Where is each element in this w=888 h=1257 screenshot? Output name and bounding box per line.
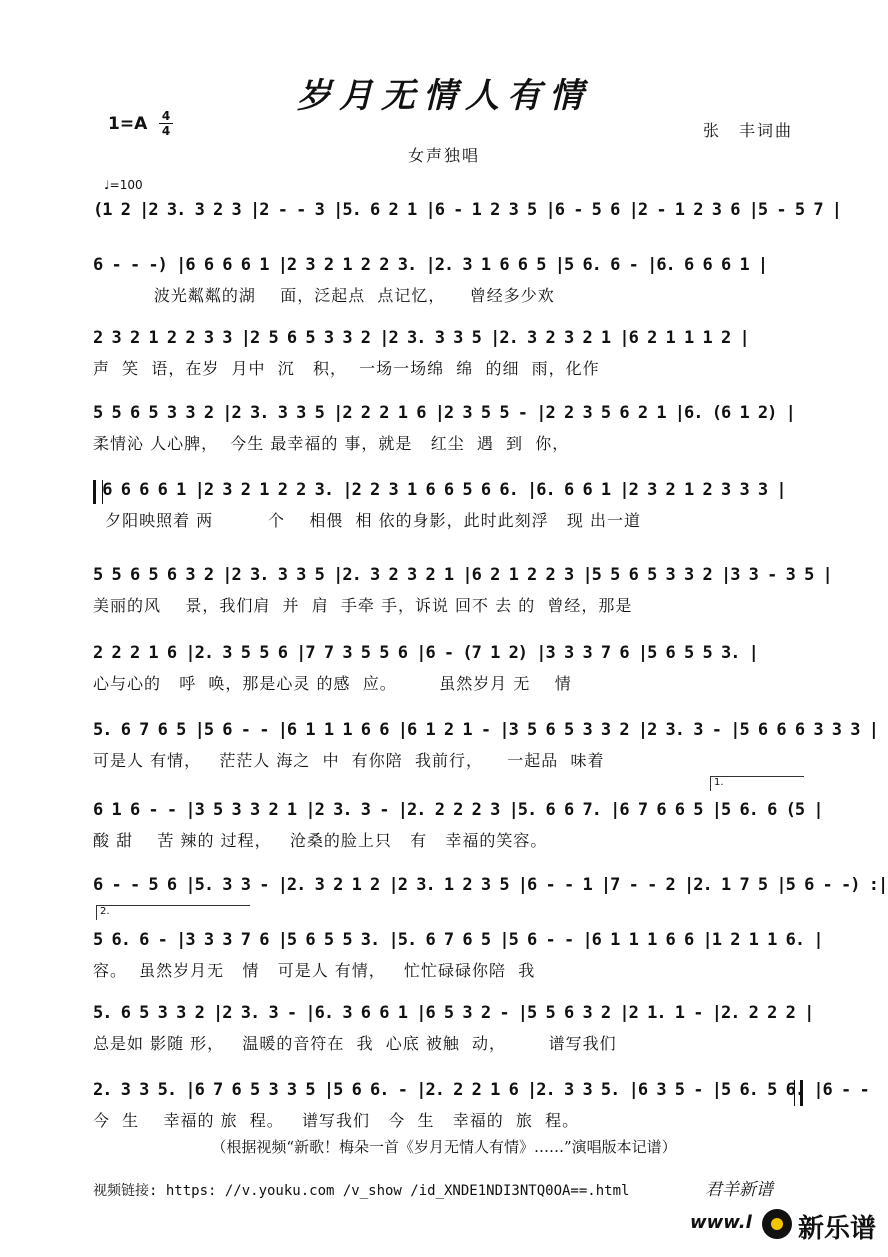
tempo-marking: ♩=100	[104, 178, 143, 192]
music-line-5: 6 6 6 6 1 |2 3 2 1 2 2 3. |2 2 3 1 6 6 5 6 6. |6. 6 6 1 |2 3 2 1 2 3 3 3 |	[93, 480, 786, 500]
music-line-7: 2 2 2 1 6 |2. 3 5 5 6 |7 7 3 5 5 6 |6 - (7 1 2) |3 3 3 7 6 |5 6 5 5 3. |	[93, 643, 758, 663]
lyric-line-6: 美丽的风 景，我们肩 并 肩 手牵 手，诉说 回不 去 的 曾经，那是	[93, 596, 633, 615]
lyric-line-2: 波光粼粼的湖 面，泛起点 点记忆， 曾经多少欢	[93, 286, 555, 305]
music-line-4: 5 5 6 5 3 3 2 |2 3. 3 3 5 |2 2 2 1 6 |2 3 5 5 - |2 2 3 5 6 2 1 |6. (6 1 2) |	[93, 403, 795, 423]
score-title: 岁月无情人有情	[297, 76, 591, 116]
time-signature-top: 4	[161, 109, 171, 123]
lyric-line-4: 柔情沁 人心脾， 今生 最幸福的 事，就是 红尘 遇 到 你，	[93, 434, 570, 453]
music-line-13: 2. 3 3 5. |6 7 6 5 3 3 5 |5 6 6. - |2. 2 2 1 6 |2. 3 3 5. |6 3 5 - |5 6. 5 6. |6 - -	[93, 1080, 878, 1100]
music-line-1: (1 2 |2 3. 3 2 3 |2 - - 3 |5. 6 2 1 |6 - 1 2 3 5 |6 - 5 6 |2 - 1 2 3 6 |5 - 5 7 |	[93, 200, 842, 220]
brand-logo-icon	[762, 1209, 792, 1239]
time-signature	[159, 110, 173, 137]
video-link[interactable]: 视频链接: https: //v.youku.com /v_show /id_XNDE1NDI3NTQ0OA==.html	[93, 1183, 630, 1199]
composer-credit: 张 丰词曲	[703, 121, 794, 140]
lyric-line-11: 容。 虽然岁月无 情 可是人 有情， 忙忙碌碌你陪 我	[93, 961, 536, 980]
lyric-line-7: 心与心的 呼 唤，那是心灵 的感 应。 虽然岁月 无 情	[93, 674, 572, 693]
lyric-line-9: 酸 甜 苦 辣的 过程， 沧桑的脸上只 有 幸福的笑容。	[93, 831, 548, 850]
brand-name: 新乐谱	[798, 1214, 877, 1244]
music-line-12: 5. 6 5 3 3 2 |2 3. 3 - |6. 3 6 6 1 |6 5 3 2 - |5 5 6 3 2 |2 1. 1 - |2. 2 2 2 |	[93, 1003, 814, 1023]
time-signature-bottom: 4	[161, 124, 171, 138]
performance-type: 女声独唱	[407, 146, 480, 165]
lyric-line-13: 今 生 幸福的 旅 程。 谱写我们 今 生 幸福的 旅 程。	[93, 1111, 580, 1130]
lyric-line-5: 夕阳映照着 两 个 相偎 相 依的身影，此时此刻浮 现 出一道	[93, 511, 641, 530]
music-line-3: 2 3 2 1 2 2 3 3 |2 5 6 5 3 3 2 |2 3. 3 3 5 |2. 3 2 3 2 1 |6 2 1 1 1 2 |	[93, 328, 749, 348]
music-line-2: 6 - - -) |6 6 6 6 1 |2 3 2 1 2 2 3. |2. 3 1 6 6 5 |5 6. 6 - |6. 6 6 6 1 |	[93, 255, 768, 275]
lyric-line-8: 可是人 有情， 茫茫人 海之 中 有你陪 我前行， 一起品 味着	[93, 751, 605, 770]
music-line-8: 5. 6 7 6 5 |5 6 - - |6 1 1 1 6 6 |6 1 2 1 - |3 5 6 5 3 3 2 |2 3. 3 - |5 6 6 6 3 3 3 |	[93, 720, 878, 740]
watermark-url: www.l	[690, 1212, 752, 1233]
key-signature: 1=A	[108, 114, 148, 134]
music-line-11: 5 6. 6 - |3 3 3 7 6 |5 6 5 5 3. |5. 6 7 6 5 |5 6 - - |6 1 1 1 6 6 |1 2 1 1 6. |	[93, 930, 823, 950]
volta-first-ending: 1.	[710, 776, 804, 791]
music-line-6: 5 5 6 5 6 3 2 |2 3. 3 3 5 |2. 3 2 3 2 1 |6 2 1 2 2 3 |5 5 6 5 3 3 2 |3 3 - 3 5 |	[93, 565, 832, 585]
source-note: （根据视频“新歌！梅朵一首《岁月无情人有情》……”演唱版本记谱）	[211, 1138, 677, 1156]
transcriber-signature: 君羊新谱	[705, 1180, 773, 1200]
music-line-9: 6 1 6 - - |3 5 3 3 2 1 |2 3. 3 - |2. 2 2 2 3 |5. 6 6 7. |6 7 6 6 5 |5 6. 6 (5 |	[93, 800, 823, 820]
volta-second-ending: 2.	[96, 905, 250, 920]
lyric-line-3: 声 笑 语，在岁 月中 沉 积， 一场一场绵 绵 的细 雨，化作	[93, 359, 600, 378]
lyric-line-12: 总是如 影随 形， 温暖的音符在 我 心底 被触 动， 谱写我们	[93, 1034, 617, 1053]
music-line-10: 6 - - 5 6 |5. 3 3 - |2. 3 2 1 2 |2 3. 1 2 3 5 |6 - - 1 |7 - - 2 |2. 1 7 5 |5 6 - -) :|	[93, 875, 888, 895]
